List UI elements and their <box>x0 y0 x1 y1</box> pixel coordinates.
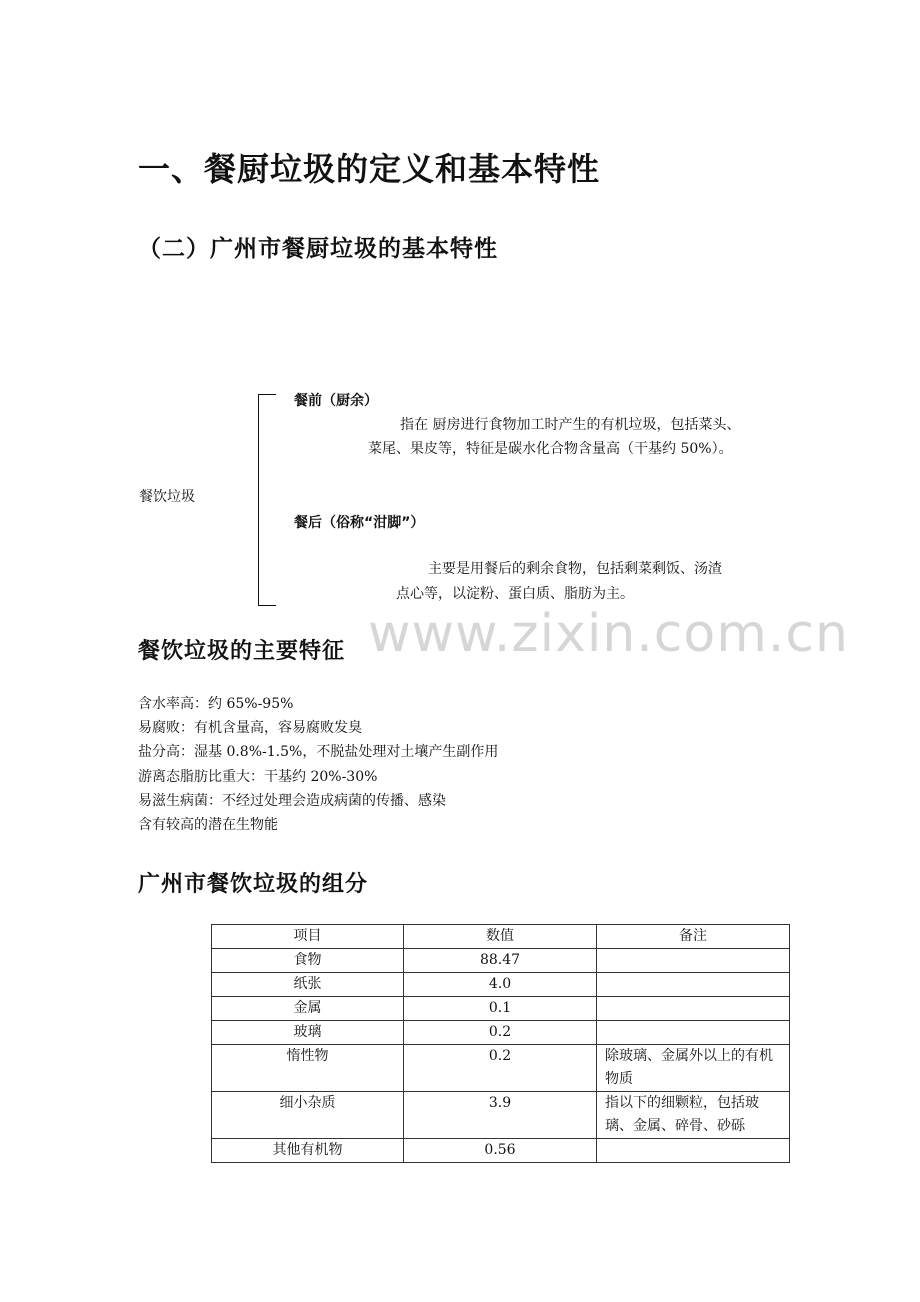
table-row <box>212 997 790 1021</box>
cell-note <box>597 1021 790 1045</box>
table-row <box>212 1092 790 1139</box>
watermark: www.zixin.com.cn <box>368 604 849 664</box>
cell-value: 3.9 <box>404 1092 597 1139</box>
cell-item: 其他有机物 <box>212 1139 404 1163</box>
cell-value: 4.0 <box>404 973 597 997</box>
features-heading: 餐饮垃圾的主要特征 <box>138 639 346 664</box>
cell-note <box>597 997 790 1021</box>
cell-item: 玻璃 <box>212 1021 404 1045</box>
cell-item: 细小杂质 <box>212 1092 404 1139</box>
table-row <box>212 949 790 973</box>
cell-value: 0.56 <box>404 1139 597 1163</box>
list-item: 含有较高的潜在生物能 <box>138 816 278 833</box>
list-item: 盐分高：湿基 0.8%-1.5%，不脱盐处理对土壤产生副作用 <box>138 744 499 761</box>
list-item: 含水率高：约 65%-95% <box>138 696 294 712</box>
branch-desc-post-meal-line2: 点心等，以淀粉、蛋白质、脂肪为主。 <box>396 586 634 602</box>
cell-note <box>597 1139 790 1163</box>
cell-note: 指以下的细颗粒，包括玻璃、金属、碎骨、砂砾 <box>597 1092 790 1139</box>
branch-title-post-meal: 餐后（俗称“泔脚”） <box>294 515 425 531</box>
composition-table <box>211 924 790 1163</box>
composition-heading: 广州市餐饮垃圾的组分 <box>138 872 369 897</box>
features-list <box>138 692 498 837</box>
cell-note <box>597 949 790 973</box>
table-header-row <box>212 925 790 949</box>
cell-value: 0.2 <box>404 1045 597 1092</box>
table-row <box>212 1139 790 1163</box>
cell-note <box>597 973 790 997</box>
branch-desc-pre-meal-line1: 指在 厨房进行食物加工时产生的有机垃圾，包括菜头、 <box>400 417 741 433</box>
list-item: 易滋生病菌：不经过处理会造成病菌的传播、感染 <box>138 792 446 809</box>
column-header-note: 备注 <box>597 925 790 949</box>
column-header-item: 项目 <box>212 925 404 949</box>
table-row <box>212 973 790 997</box>
diagram-bracket <box>258 394 276 606</box>
cell-item: 金属 <box>212 997 404 1021</box>
cell-item: 惰性物 <box>212 1045 404 1092</box>
cell-value: 88.47 <box>404 949 597 973</box>
list-item: 易腐败：有机含量高，容易腐败发臭 <box>138 720 362 737</box>
table-row <box>212 1045 790 1092</box>
cell-item: 食物 <box>212 949 404 973</box>
cell-note: 除玻璃、金属外以上的有机物质 <box>597 1045 790 1092</box>
branch-desc-post-meal-line1: 主要是用餐后的剩余食物，包括剩菜剩饭、汤渣 <box>428 561 722 577</box>
page-title: 一、餐厨垃圾的定义和基本特性 <box>138 150 601 188</box>
cell-value: 0.1 <box>404 997 597 1021</box>
list-item: 游离态脂肪比重大：干基约 20%-30% <box>138 768 378 785</box>
cell-item: 纸张 <box>212 973 404 997</box>
cell-value: 0.2 <box>404 1021 597 1045</box>
table-row <box>212 1021 790 1045</box>
branch-title-pre-meal: 餐前（厨余） <box>294 393 378 409</box>
diagram-root-label: 餐饮垃圾 <box>139 489 195 505</box>
section-subtitle: （二）广州市餐厨垃圾的基本特性 <box>138 236 498 262</box>
branch-desc-pre-meal-line2: 菜尾、果皮等，特征是碳水化合物含量高（干基约 50%）。 <box>368 441 733 457</box>
column-header-value: 数值 <box>404 925 597 949</box>
